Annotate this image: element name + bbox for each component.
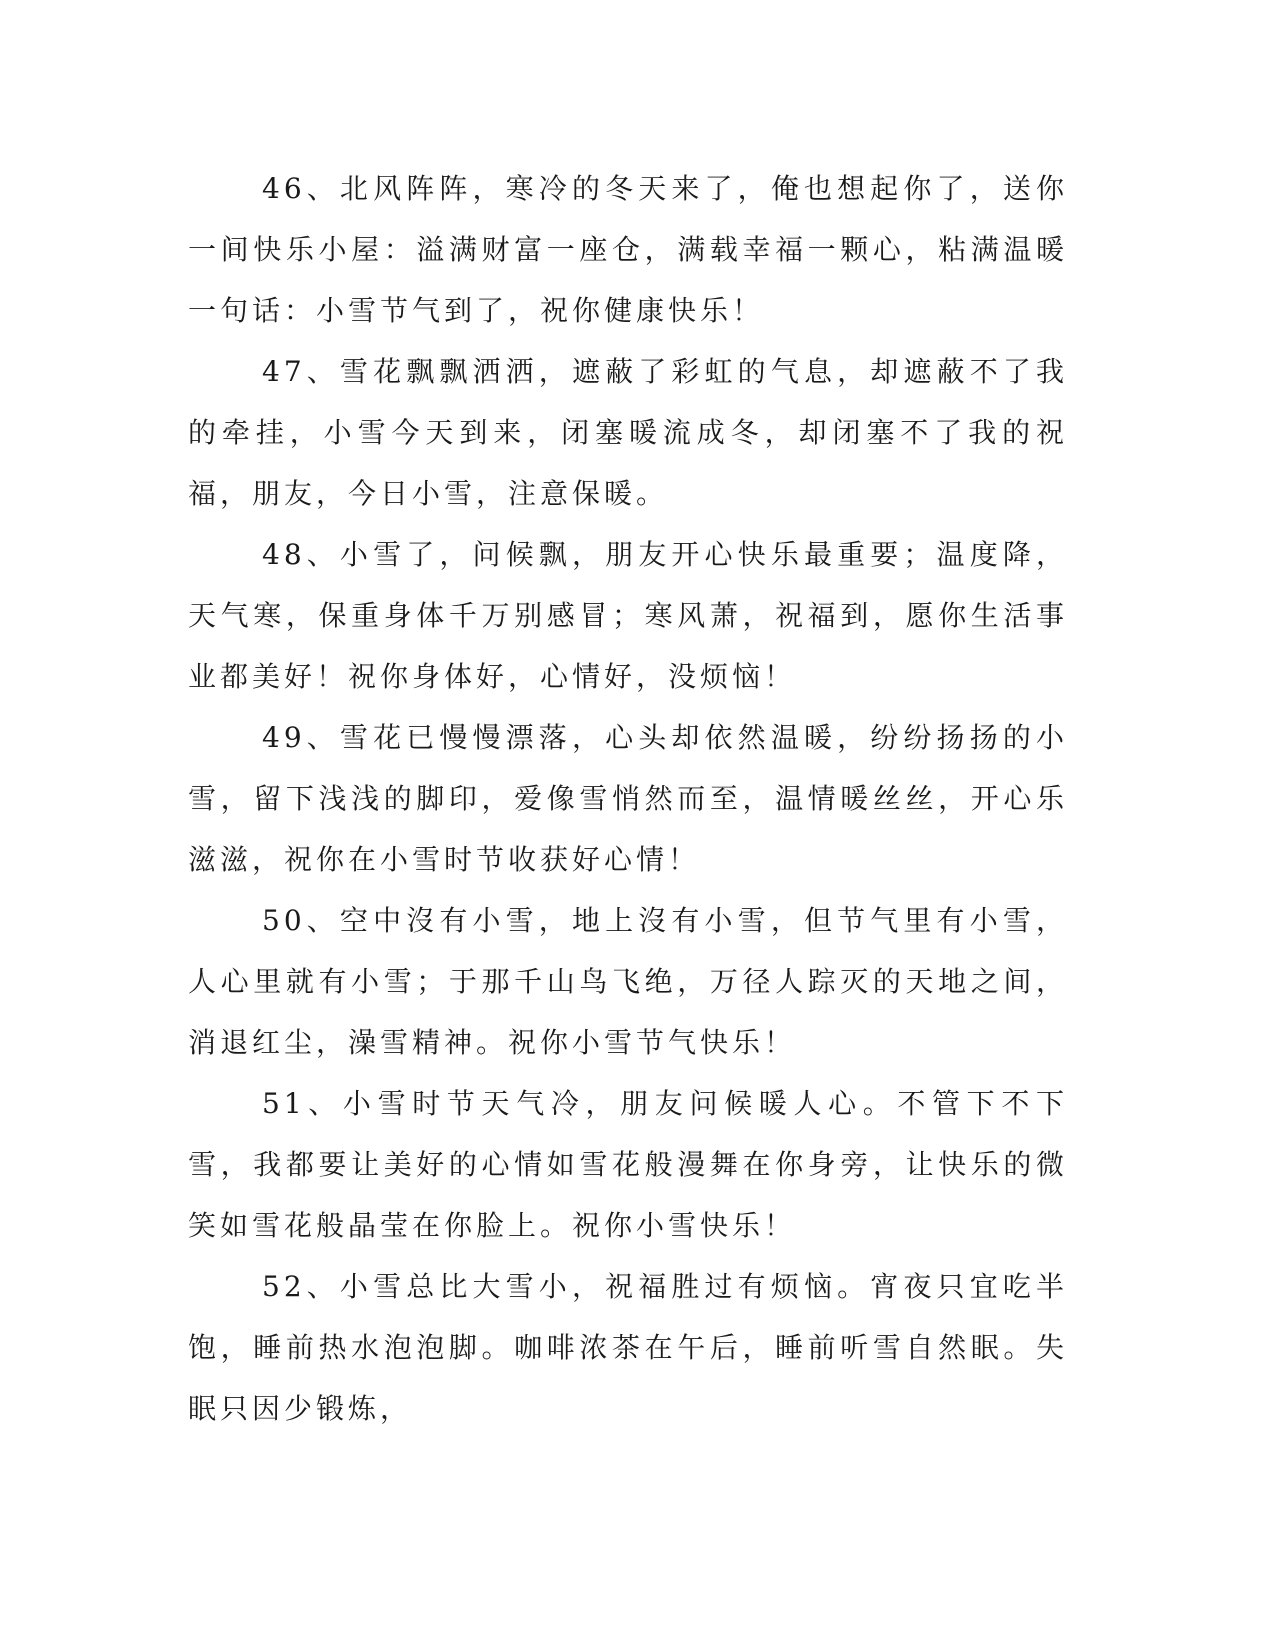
paragraph-49: 49、雪花已慢慢漂落，心头却依然温暖，纷纷扬扬的小雪，留下浅浅的脚印，爱像雪悄然而至，温情暖丝丝，开心乐滋滋，祝你在小雪时节收获好心情！ <box>188 721 1068 876</box>
document-body <box>188 158 1068 1439</box>
paragraph-52: 52、小雪总比大雪小，祝福胜过有烦恼。宵夜只宜吃半饱，睡前热水泡泡脚。咖啡浓茶在午后，睡前听雪自然眠。失眠只因少锻炼， <box>188 1270 1068 1425</box>
paragraph-51: 51、小雪时节天气冷，朋友问候暖人心。不管下不下雪，我都要让美好的心情如雪花般漫舞在你身旁，让快乐的微笑如雪花般晶莹在你脸上。祝你小雪快乐！ <box>188 1087 1068 1242</box>
paragraph-50: 50、空中沒有小雪，地上沒有小雪，但节气里有小雪，人心里就有小雪；于那千山鸟飞绝，万径人踪灭的天地之间，消退红尘，澡雪精神。祝你小雪节气快乐！ <box>188 904 1068 1059</box>
paragraph-46: 46、北风阵阵，寒冷的冬天来了，俺也想起你了，送你一间快乐小屋：溢满财富一座仓，满载幸福一颗心，粘满温暖一句话：小雪节气到了，祝你健康快乐！ <box>188 172 1068 327</box>
paragraph-48: 48、小雪了，问候飘，朋友开心快乐最重要；温度降，天气寒，保重身体千万别感冒；寒风萧，祝福到，愿你生活事业都美好！祝你身体好，心情好，没烦恼！ <box>188 538 1068 693</box>
paragraph-47: 47、雪花飘飘洒洒，遮蔽了彩虹的气息，却遮蔽不了我的牵挂，小雪今天到来，闭塞暖流成冬，却闭塞不了我的祝福，朋友，今日小雪，注意保暖。 <box>188 355 1068 510</box>
